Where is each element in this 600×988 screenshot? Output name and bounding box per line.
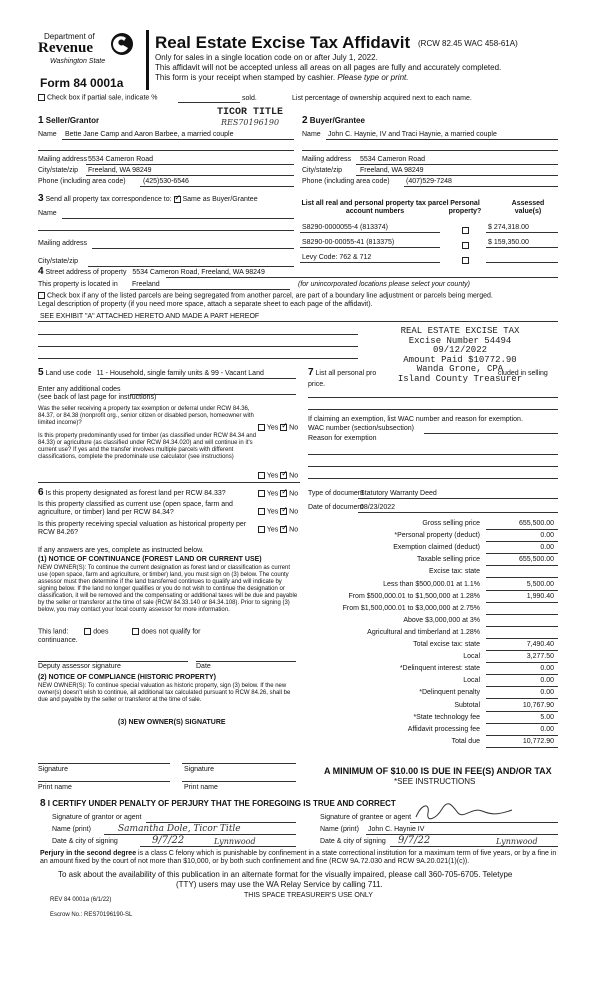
sec3-num: 3 (38, 193, 44, 204)
form-number: Form 84 0001a (40, 76, 124, 90)
tax-row-value[interactable]: 5,500.00 (526, 581, 554, 588)
tax-row-label: Agricultural and timberland at 1.28% (367, 629, 480, 636)
new-owner-sig-title: (3) NEW OWNER(S) SIGNATURE (118, 719, 226, 726)
perjury-bold: Perjury in the second degree (40, 850, 137, 857)
tax-row-underline (486, 626, 558, 627)
sec5-num: 5 (38, 367, 44, 378)
same-as-buyer-label: Same as Buyer/Grantee (182, 196, 258, 203)
assessed-col-header: Assessed value(s) (511, 200, 545, 215)
subtitle-2: This affidavit will not be accepted unless all areas on all pages are fully and accurately completed. (155, 63, 502, 72)
new-owner-sig-2[interactable]: Signature (184, 766, 214, 773)
parcel-col-header: List all real and personal property tax parcel account numbers (301, 200, 449, 215)
new-owner-sig-1[interactable]: Signature (38, 766, 68, 773)
doc-date[interactable]: 08/23/2022 (360, 504, 396, 511)
alt-format-1: To ask about the availability of this publication in an alternate format for the visually impaired, please call 360-705-6705. Teletype (58, 870, 513, 879)
tax-row-label: Local (463, 653, 480, 660)
buyer-city[interactable]: Freeland, WA 98249 (360, 167, 424, 174)
buyer-mail[interactable]: 5534 Cameron Road (360, 156, 425, 163)
tax-row-label: *State technology fee (413, 714, 480, 721)
perjury-rest: is a class C felony which is punishable by confinement in a state correctional institution for a maximum term of five years, or by a fine in an amount fixed by the court of not more than $10,000, or by both such confinement and fine (RCW 9A.72.030 and RCW 9A.20.021(1)(c)). (40, 850, 557, 865)
tax-row-underline (486, 529, 558, 530)
buyer-mail-label: Mailing address (302, 156, 352, 163)
this-land-label: This land: (38, 628, 69, 636)
sec3-city-label: City/state/zip (38, 258, 79, 265)
sec4-num: 4 (38, 266, 44, 277)
deputy-date-label: Date (196, 663, 211, 670)
tax-row-underline (486, 614, 558, 615)
forest-no-checkbox[interactable] (280, 490, 287, 497)
parcel-value-1[interactable]: $ 274,318.00 (488, 224, 529, 231)
receipt-line3: 09/12/2022 (432, 345, 487, 355)
sec5-land-use-row (38, 369, 264, 378)
personal-col-header: Personal property? (448, 200, 482, 215)
tax-row-label: From $1,500,000.01 to $3,000,000 at 2.75% (342, 605, 480, 612)
deputy-sig-label: Deputy assessor signature (38, 663, 121, 670)
sec4-street[interactable]: 5534 Cameron Road, Freeland, WA 98249 (132, 269, 265, 276)
sec4-located[interactable]: Freeland (132, 281, 160, 288)
tax-row-value[interactable]: 655,500.00 (518, 556, 554, 563)
rev-number: REV 84 0001a (6/1/22) (50, 897, 112, 903)
sold-label: sold. (242, 95, 257, 102)
tax-row-underline (486, 662, 558, 663)
grantee-date-label: Date & city of signing (320, 838, 386, 845)
parcel-num-3[interactable]: Levy Code: 762 & 712 (302, 254, 372, 261)
tax-row-underline (486, 577, 558, 578)
current-use-no-checkbox[interactable] (280, 508, 287, 515)
exemption-no-checkbox[interactable] (280, 424, 287, 431)
tax-row-label: From $500,000.01 to $1,500,000 at 1.28% (348, 593, 480, 600)
seller-city[interactable]: Freeland, WA 98249 (88, 167, 152, 174)
partial-sale-checkbox[interactable] (38, 94, 45, 101)
list-pct-label: List percentage of ownership acquired next to each name. (292, 95, 472, 102)
seller-name[interactable]: Bette Jane Camp and Aaron Barbee, a married couple (65, 131, 234, 138)
tax-row-underline (486, 565, 558, 566)
parcel-personal-3[interactable] (462, 252, 469, 270)
sec4-unincorp: (for unincorporated locations please select your county) (298, 281, 470, 288)
current-use-yes-label: Yes (266, 508, 279, 516)
tax-row-value[interactable]: 0.00 (540, 677, 554, 684)
grantee-name[interactable]: John C. Haynie IV (368, 826, 425, 833)
wac-instruction: If claiming an exemption, list WAC number and reason for exemption. (308, 416, 523, 423)
buyer-name[interactable]: John C. Haynie, IV and Traci Haynie, a married couple (328, 131, 497, 138)
grantor-city[interactable]: Lynnwood (214, 837, 256, 846)
grantee-name-label: Name (print) (320, 826, 359, 833)
grantee-signature[interactable] (412, 801, 522, 821)
rcw-ref: (RCW 82.45 WAC 458-61A) (418, 39, 518, 48)
forest-yes-checkbox[interactable] (258, 490, 265, 497)
grantor-name[interactable]: Samantha Dole, Ticor Title (118, 824, 241, 834)
sec4-street-label: Street address of property (45, 269, 127, 276)
partial-sale-label: Check box if partial sale, indicate % (46, 94, 158, 102)
timber-no-checkbox[interactable] (280, 472, 287, 479)
tax-row-underline (486, 711, 558, 712)
additional-codes-label: Enter any additional codes (38, 386, 121, 393)
sec8-num: 8 (40, 798, 46, 809)
doc-type-label: Type of document (308, 490, 364, 497)
seller-heading (38, 116, 99, 125)
sec4-located-label: This property is located in (38, 281, 118, 288)
tax-row-label: Local (463, 677, 480, 684)
receipt-line2: Excise Number 54494 (408, 335, 512, 346)
tax-row-value[interactable]: 0.00 (540, 726, 554, 733)
buyer-name-label: Name (302, 131, 321, 138)
parcel-num-2[interactable]: S8290-00-00055-41 (813375) (302, 239, 395, 246)
forest-yes-label: Yes (266, 490, 279, 498)
subtitle-1: Only for sales in a single location code on or after July 1, 2022. (155, 53, 378, 62)
seller-mail[interactable]: 5534 Cameron Road (88, 156, 153, 163)
tax-row-value[interactable]: 7,490.40 (526, 641, 554, 648)
certify-heading (40, 799, 396, 808)
sec3-name-label: Name (38, 210, 57, 217)
tax-row-label: *Personal property (deduct) (394, 532, 480, 539)
tax-row-value[interactable]: 10,772.90 (522, 738, 554, 745)
tax-row-underline (486, 638, 558, 639)
sec4-segregate-row (38, 292, 568, 300)
grantee-city[interactable]: Lynnwood (496, 837, 538, 846)
tax-row-value[interactable]: 1,990.40 (526, 593, 554, 600)
historic-yes-label: Yes (266, 526, 279, 534)
tax-row-value[interactable]: 655,500.00 (518, 520, 554, 527)
current-use-yes-checkbox[interactable] (258, 508, 265, 515)
historic-yes-no (258, 526, 298, 534)
tax-row-label: Exemption claimed (deduct) (393, 544, 480, 551)
exemption-no-label: No (289, 424, 299, 432)
tax-row-label: Less than $500,000.01 at 1.1% (383, 581, 480, 588)
segregate-label: Check box if any of the listed parcels are being segregated from another parcel, are part of a boundary line adjustment or parcels being merged. (46, 292, 493, 300)
receipt-line1: REAL ESTATE EXCISE TAX (400, 326, 520, 336)
parcel-num-1[interactable]: S8290-0000055-4 (813374) (302, 224, 389, 231)
forest-question: Is this property designated as forest land per RCW 84.33? (45, 490, 226, 497)
certify-text: I CERTIFY UNDER PENALTY OF PERJURY THAT THE FOREGOING IS TRUE AND CORRECT (47, 799, 396, 808)
buyer-heading-text: Buyer/Grantee (309, 116, 365, 125)
notice1-title: (1) NOTICE OF CONTINUANCE (FOREST LAND OR CURRENT USE) (38, 556, 262, 563)
parcel-value-2[interactable]: $ 159,350.00 (488, 239, 529, 246)
notice2-body: NEW OWNER(S): To continue special valuation as historic property, sign (3) below. If the new owner(s) doesn't wish to continue, all additional tax calculated pursuant to RCW 84.26, shall be due and payable by the seller or transferor at the time of sale. (38, 683, 291, 703)
forest-yes-no (258, 490, 298, 498)
see-back-label: (see back of last page for instructions) (38, 394, 157, 401)
notice1-body: NEW OWNER(S): To continue the current designation as forest land or classification as current use (open space, farm and agriculture, or timber) land, you must sign on (3) below. The county assessor must then determine if the land transferred continues to qualify and will indicate by signing below. If the land no longer qualifies or you do not wish to continue the designation or classification, it will be removed and the compensating or additional taxes will be due and payable by the seller or transferor at the time of sale (RCW 84.33.140 or 84.34.108). Prior to signing (3) below, you may contact your local county assessor for more information. (38, 565, 298, 613)
this-land-row (38, 628, 201, 636)
segregate-checkbox[interactable] (38, 292, 45, 299)
land-does-not-checkbox[interactable] (132, 628, 139, 635)
receipt-line6: Island County Treasurer (397, 373, 523, 384)
state-text: Washington State (50, 58, 106, 65)
alt-format-2: (TTY) users may use the WA Relay Service by calling 711. (176, 880, 383, 889)
sec4-street-row (38, 268, 265, 277)
grantor-name-label: Name (print) (52, 826, 91, 833)
land-does-not-label: does not qualify for (141, 628, 201, 636)
revenue-text: Revenue (38, 40, 93, 56)
land-use-label: Land use code (45, 370, 92, 377)
seller-mail-label: Mailing address (38, 156, 88, 163)
perjury-notice (40, 850, 565, 866)
tax-row-label: Affidavit processing fee (407, 726, 480, 733)
tax-row-underline (486, 541, 558, 542)
tax-row-label: Total due (451, 738, 480, 745)
doc-type[interactable]: Statutory Warranty Deed (360, 490, 437, 497)
revenue-logo-icon (110, 32, 134, 56)
ticor-stamp (215, 107, 285, 127)
historic-yes-checkbox[interactable] (258, 526, 265, 533)
land-does-checkbox[interactable] (84, 628, 91, 635)
receipt-line5: Wanda Grone, CPA (416, 364, 504, 374)
current-use-yes-no (258, 508, 298, 516)
exemption-question: Was the seller receiving a property tax exemption or deferral under RCW 84.36, 84.37, or 84.38 (nonprofit org., senior citizen or disabled person, homeowner with limited income)? (38, 406, 254, 426)
forest-no-label: No (289, 490, 299, 498)
subtitle-3a: This form is your receipt when stamped by cashier. (155, 73, 336, 82)
seller-heading-num: 1 (38, 115, 44, 126)
notice2-title: (2) NOTICE OF COMPLIANCE (HISTORIC PROPERTY) (38, 674, 216, 681)
tax-row-value[interactable]: 0.00 (540, 532, 554, 539)
dor-logo (38, 30, 138, 76)
land-does-label: does (93, 628, 109, 636)
sec6-q1 (38, 489, 260, 498)
current-use-no-label: No (289, 508, 299, 516)
exemption-yes-label: Yes (266, 424, 279, 432)
sec6-num: 6 (38, 487, 44, 498)
seller-phone[interactable]: (425)530-6546 (143, 178, 189, 185)
timber-question: Is this property predominantly used for timber (as classified under RCW 84.34 and 84.33) or agriculture (as classified under RCW 84.34.020) and will continue in it's current use? If yes and the transfer involves multiple parcels with different classifications, complete the predominate use calculator (see instructions) (38, 433, 257, 460)
exemption-reason-label: Reason for exemption (308, 435, 377, 442)
tax-row-label: *Delinquent interest: state (399, 665, 480, 672)
tax-row-value[interactable]: 0.00 (540, 544, 554, 551)
tax-row-label: Taxable selling price (416, 556, 480, 563)
sec7-num: 7 (308, 367, 314, 378)
grantee-sig-label: Signature of grantee or agent (320, 814, 412, 821)
continuance-label: continuance. (38, 637, 78, 644)
timber-yes-checkbox[interactable] (258, 472, 265, 479)
tax-row-label: Subtotal (454, 702, 480, 709)
buyer-city-label: City/state/zip (302, 167, 343, 174)
buyer-phone[interactable]: (407)529-7248 (406, 178, 452, 185)
tax-row-underline (486, 650, 558, 651)
grantor-date[interactable]: 9/7/22 (152, 835, 185, 846)
ticor-stamp-line1: TICOR TITLE (216, 107, 283, 118)
dept-text: Department of (44, 32, 95, 41)
tax-row-underline (486, 602, 558, 603)
grantor-sig-label: Signature of grantor or agent (52, 814, 142, 821)
seller-city-label: City/state/zip (38, 167, 79, 174)
partial-sale-row (38, 94, 157, 102)
see-instructions: *SEE INSTRUCTIONS (394, 777, 476, 786)
same-as-buyer-checkbox[interactable] (174, 196, 181, 203)
tax-row-underline (486, 698, 558, 699)
tax-row-value[interactable]: 5.00 (540, 714, 554, 721)
land-use-code[interactable]: 11 - Household, single family units & 99 - Vacant Land (96, 370, 264, 377)
buyer-heading-num: 2 (302, 115, 308, 126)
escrow-number: Escrow No.: RES70196190-SL (50, 912, 133, 918)
tax-row-label: Excise tax: state (429, 568, 480, 575)
tax-row-label: *Delinquent penalty (419, 689, 480, 696)
tax-row-underline (486, 735, 558, 736)
seller-name-label: Name (38, 131, 57, 138)
tax-row-underline (486, 723, 558, 724)
grantor-date-label: Date & city of signing (52, 838, 118, 845)
exemption-yes-checkbox[interactable] (258, 424, 265, 431)
historic-no-checkbox[interactable] (280, 526, 287, 533)
buyer-heading (302, 116, 365, 125)
doc-date-label: Date of document (308, 504, 364, 511)
form-title: Real Estate Excise Tax Affidavit (155, 33, 411, 52)
tax-row-underline (486, 553, 558, 554)
new-owner-print-2[interactable]: Print name (184, 784, 218, 791)
tax-row-value[interactable]: 0.00 (540, 689, 554, 696)
tax-row-value[interactable]: 10,767.90 (522, 702, 554, 709)
timber-no-label: No (289, 472, 299, 480)
tax-row-value[interactable]: 0.00 (540, 665, 554, 672)
exemption-yes-no (258, 424, 298, 432)
sec3-label (38, 195, 258, 204)
historic-no-label: No (289, 526, 299, 534)
tax-row-label: Total excise tax: state (413, 641, 480, 648)
grantee-date[interactable]: 9/7/22 (398, 835, 431, 846)
treasurer-use-label: THIS SPACE TREASURER'S USE ONLY (244, 892, 373, 899)
tax-row-label: Above $3,000,000 at 3% (403, 617, 480, 624)
if-any-yes: If any answers are yes, complete as instructed below. (38, 547, 204, 554)
new-owner-print-1[interactable]: Print name (38, 784, 72, 791)
tax-row-underline (486, 686, 558, 687)
wac-number-label: WAC number (section/subsection) (308, 425, 414, 432)
seller-heading-text: Seller/Grantor (45, 116, 100, 125)
minimum-due-notice: A MINIMUM OF $10.00 IS DUE IN FEE(S) AND/OR TAX (324, 766, 552, 776)
legal-desc-label: Legal description of property (if you need more space, attach a separate sheet to each page of the affidavit). (38, 301, 373, 308)
timber-yes-label: Yes (266, 472, 279, 480)
subtitle-3b: Please type or print. (337, 73, 409, 82)
tax-row-value[interactable]: 3,277.50 (526, 653, 554, 660)
tax-row-underline (486, 590, 558, 591)
historic-question: Is this property receiving special valuation as historical property per RCW 84.26? (38, 521, 247, 536)
current-use-question: Is this property classified as current use (open space, farm and agriculture, or timber) land per RCW 84.34? (38, 501, 233, 516)
timber-yes-no (258, 472, 298, 480)
tax-row-label: Gross selling price (422, 520, 480, 527)
ticor-stamp-line2: RES70196190 (220, 118, 280, 127)
sec3-mail-label: Mailing address (38, 240, 88, 247)
buyer-phone-label: Phone (including area code) (302, 178, 390, 185)
sec7-label-b: cluded in selling (498, 370, 548, 377)
receipt-line4: Amount Paid $10772.90 (403, 354, 517, 365)
legal-desc[interactable]: SEE EXHIBIT "A" ATTACHED HERETO AND MADE A PART HEREOF (40, 313, 260, 320)
seller-phone-label: Phone (including area code) (38, 178, 126, 185)
sec3-text: Send all property tax correspondence to: (45, 196, 172, 203)
sec7-label-a: List all personal pro (315, 370, 377, 377)
subtitle-3 (155, 73, 408, 82)
tax-row-underline (486, 747, 558, 748)
sec7-price-label: price. (308, 381, 326, 388)
tax-row-underline (486, 674, 558, 675)
sec7-label (308, 369, 376, 378)
